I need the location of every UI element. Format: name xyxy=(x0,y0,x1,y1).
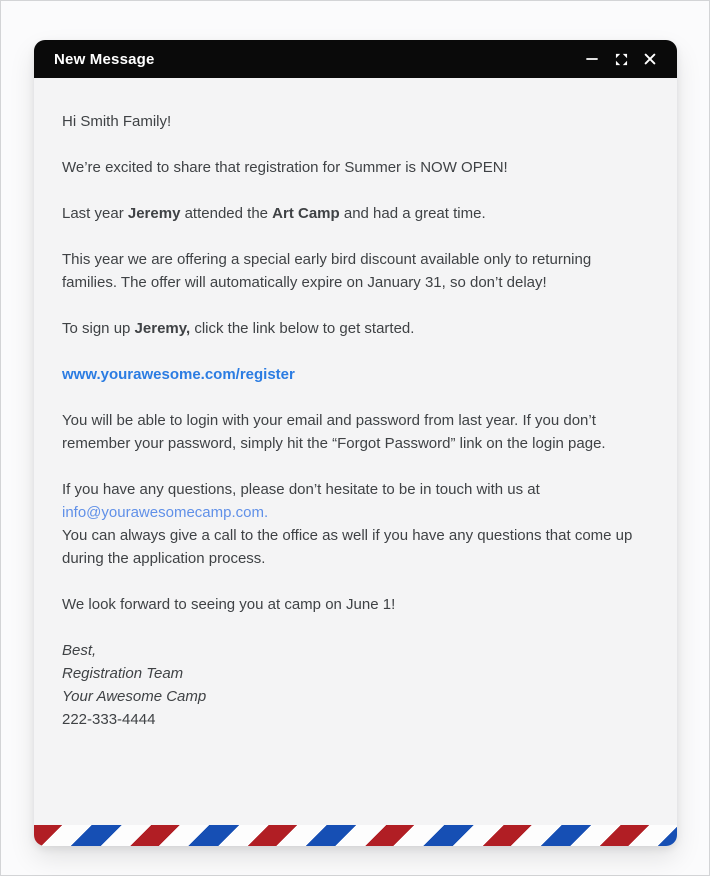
p-greeting xyxy=(62,110,649,133)
discount-text: This year we are offering a special early bird discount available only to returning families. The offer will automatically expire on January 31, so don’t delay! xyxy=(62,251,592,291)
minimize-button[interactable] xyxy=(581,48,603,70)
signature-team: Registration Team xyxy=(62,665,184,682)
expand-icon xyxy=(615,53,628,66)
last-year-run: and had a great time. xyxy=(339,205,486,222)
last-year-run: attended the xyxy=(180,205,273,222)
minimize-icon xyxy=(586,53,598,65)
p-discount xyxy=(62,248,649,294)
signature-block xyxy=(62,639,649,731)
window-controls xyxy=(581,48,661,70)
signature-camp-name: Your Awesome Camp xyxy=(62,688,207,705)
p-last-year xyxy=(62,202,649,225)
email-body[interactable] xyxy=(34,78,677,825)
signup-run: To sign up xyxy=(62,320,135,337)
p-registration-open xyxy=(62,156,649,179)
child-name: Jeremy, xyxy=(134,320,191,337)
compose-window xyxy=(34,40,677,846)
p-questions xyxy=(62,478,649,570)
p-register-link xyxy=(62,363,649,386)
greeting-text: Hi Smith Family! xyxy=(62,113,172,130)
child-name: Jeremy xyxy=(127,205,181,222)
signature-phone: 222-333-4444 xyxy=(62,711,156,728)
close-button[interactable] xyxy=(639,48,661,70)
signature-closing: Best, xyxy=(62,642,97,659)
registration-open-text: We’re excited to share that registration for Summer is NOW OPEN! xyxy=(62,159,508,176)
last-year-run: Last year xyxy=(62,205,128,222)
p-login-info xyxy=(62,409,649,455)
login-info-text: You will be able to login with your email and password from last year. If you don’t remember your password, simply hit the “Forgot Password” link on the login page. xyxy=(62,412,606,452)
p-look-forward xyxy=(62,593,649,616)
register-link[interactable]: www.yourawesome.com/register xyxy=(62,366,295,383)
expand-button[interactable] xyxy=(610,48,632,70)
questions-run: If you have any questions, please don’t hesitate to be in touch with us at xyxy=(62,481,540,498)
close-icon xyxy=(644,53,656,65)
email-link[interactable]: info@yourawesomecamp.com. xyxy=(62,504,269,521)
call-office-run: You can always give a call to the office as well if you have any questions that come up during the application process. xyxy=(62,527,633,567)
camp-name: Art Camp xyxy=(272,205,340,222)
signup-run: click the link below to get started. xyxy=(190,320,415,337)
window-title: New Message xyxy=(54,50,155,68)
airmail-stripe xyxy=(34,825,677,846)
p-signup xyxy=(62,317,649,340)
titlebar[interactable] xyxy=(34,40,677,78)
look-forward-text: We look forward to seeing you at camp on June 1! xyxy=(62,596,396,613)
